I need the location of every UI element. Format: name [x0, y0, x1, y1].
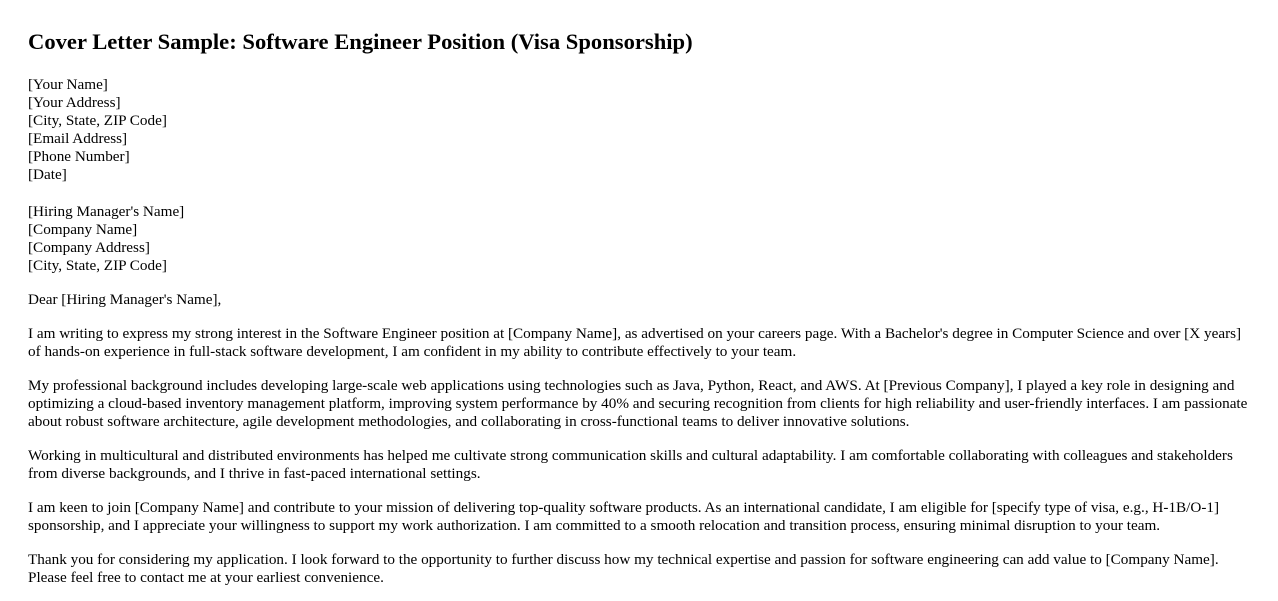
recipient-company: [Company Name] [28, 221, 138, 238]
body-paragraph-background: My professional background includes developing large-scale web applications using technologies such as Java, Python, React, and AWS. At [Previous Company], I played a key role in designing and optimizing a cloud-based inventory management platform, improving system performance by 40% and securing recognition from clients for high reliability and user-friendly interfaces. I am passionate about robust software architecture, agile development methodologies, and collaborating in cross-functional teams to deliver innovative solutions. [28, 377, 1248, 430]
sender-email: [Email Address] [28, 130, 128, 147]
recipient-city-state-zip: [City, State, ZIP Code] [28, 257, 167, 274]
recipient-name: [Hiring Manager's Name] [28, 203, 185, 220]
recipient-address: [Company Address] [28, 239, 150, 256]
body-paragraph-intro: I am writing to express my strong interest in the Software Engineer position at [Company Name], as advertised on your careers page. With a Bachelor's degree in Computer Science and over [X years] of hands-on experience in full-stack software development, I am confident in my ability to contribute effectively to your team. [28, 325, 1242, 360]
page-title: Cover Letter Sample: Software Engineer Position (Visa Sponsorship) [28, 29, 693, 54]
sender-phone: [Phone Number] [28, 148, 130, 165]
recipient-address-block [28, 203, 1250, 275]
body-paragraph-visa: I am keen to join [Company Name] and contribute to your mission of delivering top-quality software products. As an international candidate, I am eligible for [specify type of visa, e.g., H-1B/O-1] sponsorship, and I appreciate your willingness to support my work authorization. I am committed to a smooth relocation and transition process, ensuring minimal disruption to your team. [28, 499, 1220, 534]
letter-date: [Date] [28, 166, 67, 183]
sender-address: [Your Address] [28, 94, 121, 111]
sender-city-state-zip: [City, State, ZIP Code] [28, 112, 167, 129]
sender-address-block [28, 76, 1250, 184]
body-paragraph-closing: Thank you for considering my application. I look forward to the opportunity to further discuss how my technical expertise and passion for software engineering can add value to [Company Name]. Please feel free to contact me at your earliest convenience. [28, 551, 1219, 586]
salutation: Dear [Hiring Manager's Name], [28, 291, 222, 308]
sender-name: [Your Name] [28, 76, 108, 93]
body-paragraph-multicultural: Working in multicultural and distributed environments has helped me cultivate strong communication skills and cultural adaptability. I am comfortable collaborating with colleagues and stakeholders from diverse backgrounds, and I thrive in fast-paced international settings. [28, 447, 1233, 482]
